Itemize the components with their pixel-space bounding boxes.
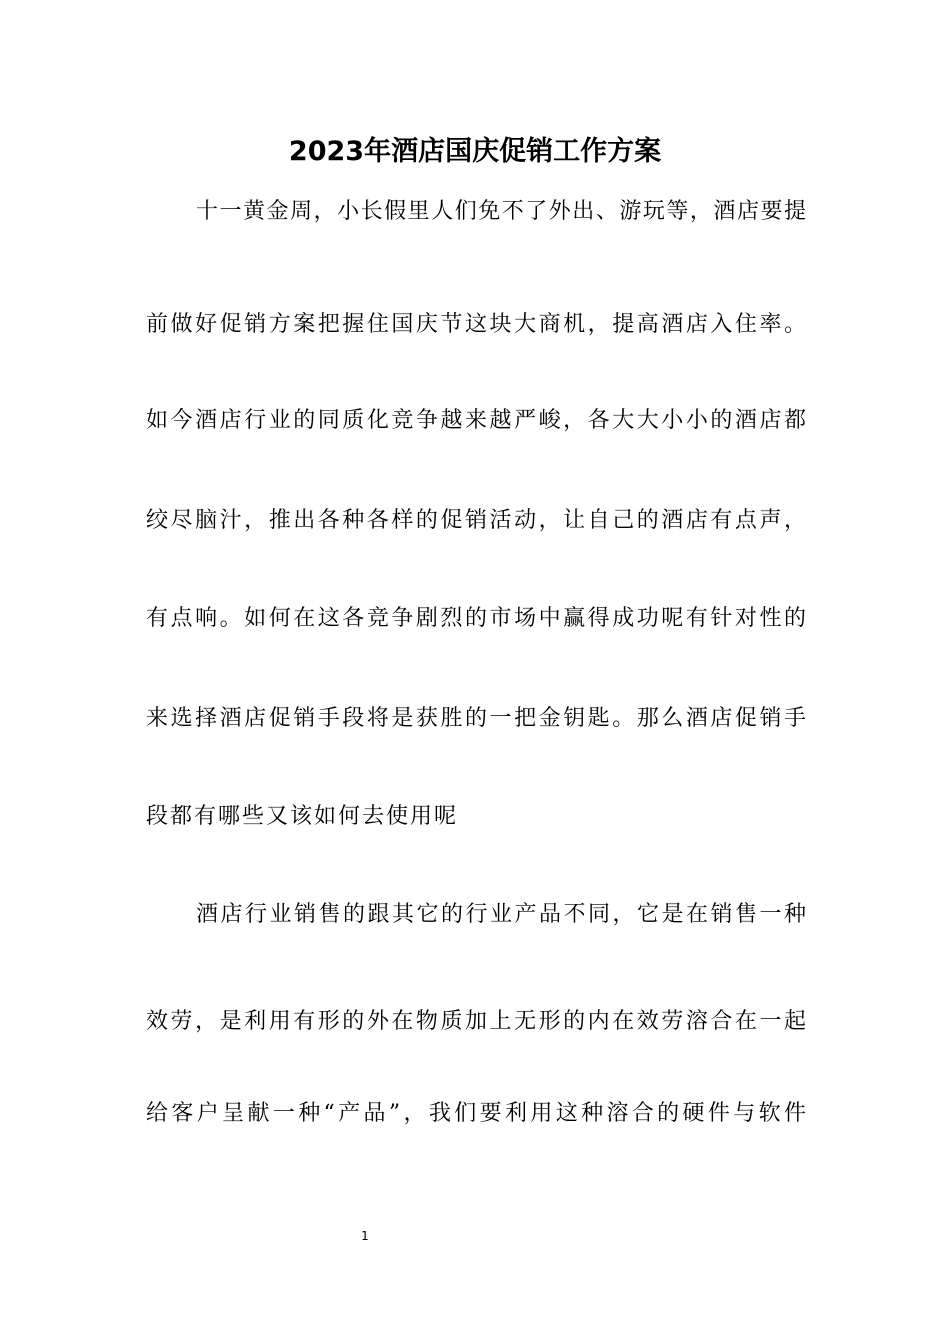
paragraph-1-line-1: 十一黄金周，小长假里人们免不了外出、游玩等，酒店要提 — [196, 199, 806, 224]
paragraph-1-line-7: 段都有哪些又该如何去使用呢 — [146, 804, 459, 829]
paragraph-2-line-3: 给客户呈献一种“产品”，我们要利用这种溶合的硬件与软件 — [146, 1101, 806, 1126]
page-number: 1 — [361, 1229, 369, 1243]
paragraph-1-line-5: 有点响。如何在这各竞争剧烈的市场中赢得成功呢有针对性的 — [146, 606, 806, 631]
paragraph-2-line-2: 效劳，是利用有形的外在物质加上无形的内在效劳溶合在一起 — [146, 1009, 806, 1034]
paragraph-1-line-3: 如今酒店行业的同质化竞争越来越严峻，各大大小小的酒店都 — [146, 408, 806, 433]
document-title: 2023年酒店国庆促销工作方案 — [288, 136, 662, 167]
paragraph-1-line-6: 来选择酒店促销手段将是获胜的一把金钥匙。那么酒店促销手 — [146, 706, 806, 731]
paragraph-1-line-2: 前做好促销方案把握住国庆节这块大商机，提高酒店入住率。 — [146, 312, 806, 337]
paragraph-2-line-1: 酒店行业销售的跟其它的行业产品不同，它是在销售一种 — [196, 902, 806, 927]
paragraph-1-line-4: 绞尽脑汁，推出各种各样的促销活动，让自己的酒店有点声， — [146, 508, 806, 533]
